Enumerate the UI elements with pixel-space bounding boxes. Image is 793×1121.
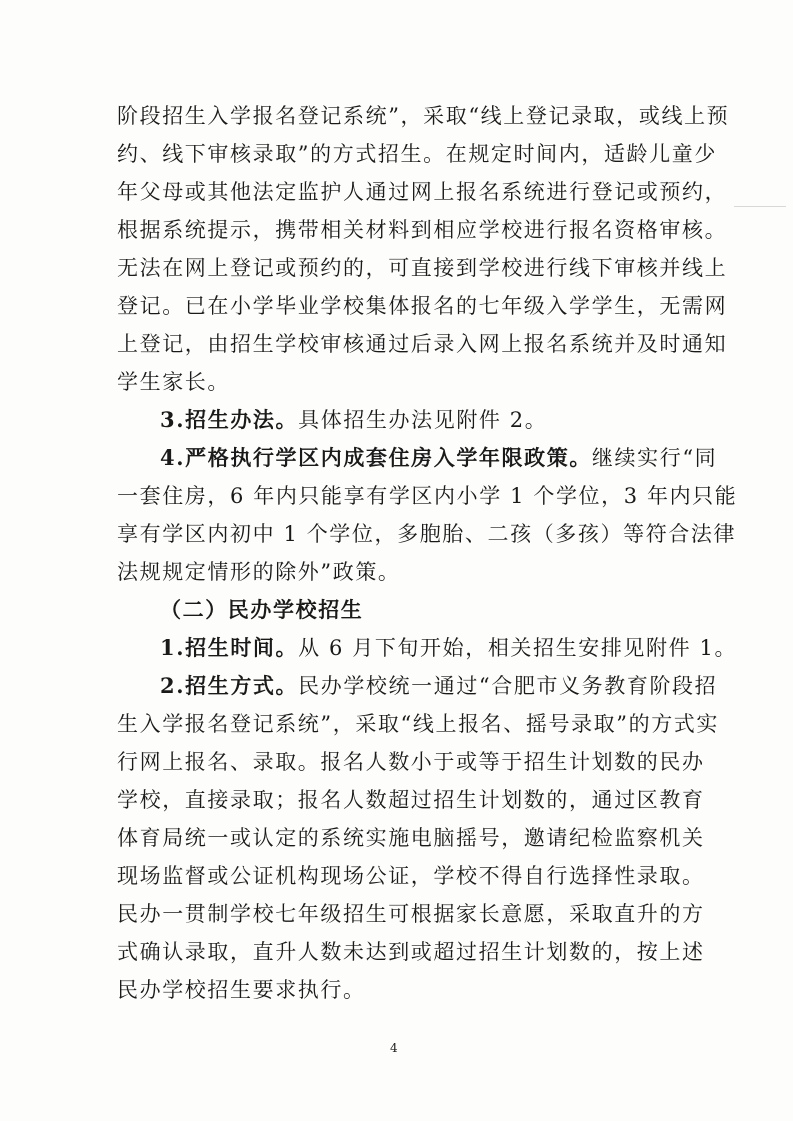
subsection-line bbox=[160, 446, 717, 470]
scan-artifact bbox=[734, 206, 786, 207]
line-text: 生入学报名登记系统”，采取“线上报名、摇号录取”的方式实 bbox=[117, 712, 720, 736]
body-line bbox=[117, 788, 705, 812]
section-heading: （二）民办学校招生 bbox=[160, 597, 364, 622]
body-line bbox=[117, 370, 230, 394]
line-text: 从 6 月下旬开始，相关招生安排见附件 1。 bbox=[298, 636, 738, 660]
body-line bbox=[117, 142, 717, 166]
line-text: 民办一贯制学校七年级招生可根据家长意愿，采取直升的方 bbox=[117, 902, 705, 926]
body-line bbox=[117, 104, 729, 128]
body-line bbox=[117, 256, 727, 280]
section-heading-line bbox=[160, 598, 363, 622]
line-text: 享有学区内初中 1 个学位，多胞胎、二孩（多孩）等符合法律 bbox=[117, 522, 737, 546]
body-line bbox=[117, 864, 705, 888]
subsection-line bbox=[160, 674, 717, 698]
subsection-heading: 1.招生时间。 bbox=[160, 635, 299, 660]
body-line bbox=[117, 484, 737, 508]
body-line bbox=[117, 294, 727, 318]
line-text: 无法在网上登记或预约的，可直接到学校进行线下审核并线上 bbox=[117, 256, 728, 280]
body-line bbox=[117, 712, 719, 736]
line-text: 民办学校统一通过“合肥市义务教育阶段招 bbox=[298, 674, 718, 698]
line-text: 学生家长。 bbox=[117, 370, 230, 394]
subsection-line bbox=[160, 636, 737, 660]
body-line bbox=[117, 750, 705, 774]
line-text: 现场监督或公证机构现场公证，学校不得自行选择性录取。 bbox=[117, 864, 705, 888]
line-text: 式确认录取，直升人数未达到或超过招生计划数的，按上述 bbox=[117, 940, 705, 964]
subsection-heading: 4.严格执行学区内成套住房入学年限政策。 bbox=[160, 445, 592, 470]
line-text: 年父母或其他法定监护人通过网上报名系统进行登记或预约， bbox=[117, 180, 728, 204]
subsection-heading: 2.招生方式。 bbox=[160, 673, 299, 698]
subsection-line bbox=[160, 408, 547, 432]
line-text: 行网上报名、录取。报名人数小于或等于招生计划数的民办 bbox=[117, 750, 705, 774]
line-text: 民办学校招生要求执行。 bbox=[117, 978, 366, 1002]
line-text: 一套住房，6 年内只能享有学区内小学 1 个学位，3 年内只能 bbox=[117, 484, 738, 508]
body-line bbox=[117, 940, 705, 964]
line-text: 继续实行“同 bbox=[591, 446, 718, 470]
line-text: 登记。已在小学毕业学校集体报名的七年级入学学生，无需网 bbox=[117, 294, 728, 318]
body-line bbox=[117, 978, 366, 1002]
subsection-heading: 3.招生办法。 bbox=[160, 407, 299, 432]
page-number: 4 bbox=[390, 1041, 398, 1055]
body-line bbox=[117, 902, 705, 926]
line-text: 上登记，由招生学校审核通过后录入网上报名系统并及时通知 bbox=[117, 332, 728, 356]
line-text: 学校，直接录取；报名人数超过招生计划数的，通过区教育 bbox=[117, 788, 705, 812]
line-text: 体育局统一或认定的系统实施电脑摇号，邀请纪检监察机关 bbox=[117, 826, 705, 850]
body-line bbox=[117, 826, 705, 850]
line-text: 约、线下审核录取”的方式招生。在规定时间内，适龄儿童少 bbox=[117, 142, 717, 166]
line-text: 阶段招生入学报名登记系统”，采取“线上登记录取，或线上预 bbox=[117, 104, 730, 128]
line-text: 法规规定情形的除外”政策。 bbox=[117, 560, 401, 584]
line-text: 根据系统提示，携带相关材料到相应学校进行报名资格审核。 bbox=[117, 218, 728, 242]
body-line bbox=[117, 332, 727, 356]
body-line bbox=[117, 218, 727, 242]
body-line bbox=[117, 522, 736, 546]
line-text: 具体招生办法见附件 2。 bbox=[298, 408, 548, 432]
body-line bbox=[117, 560, 401, 584]
body-line bbox=[117, 180, 727, 204]
